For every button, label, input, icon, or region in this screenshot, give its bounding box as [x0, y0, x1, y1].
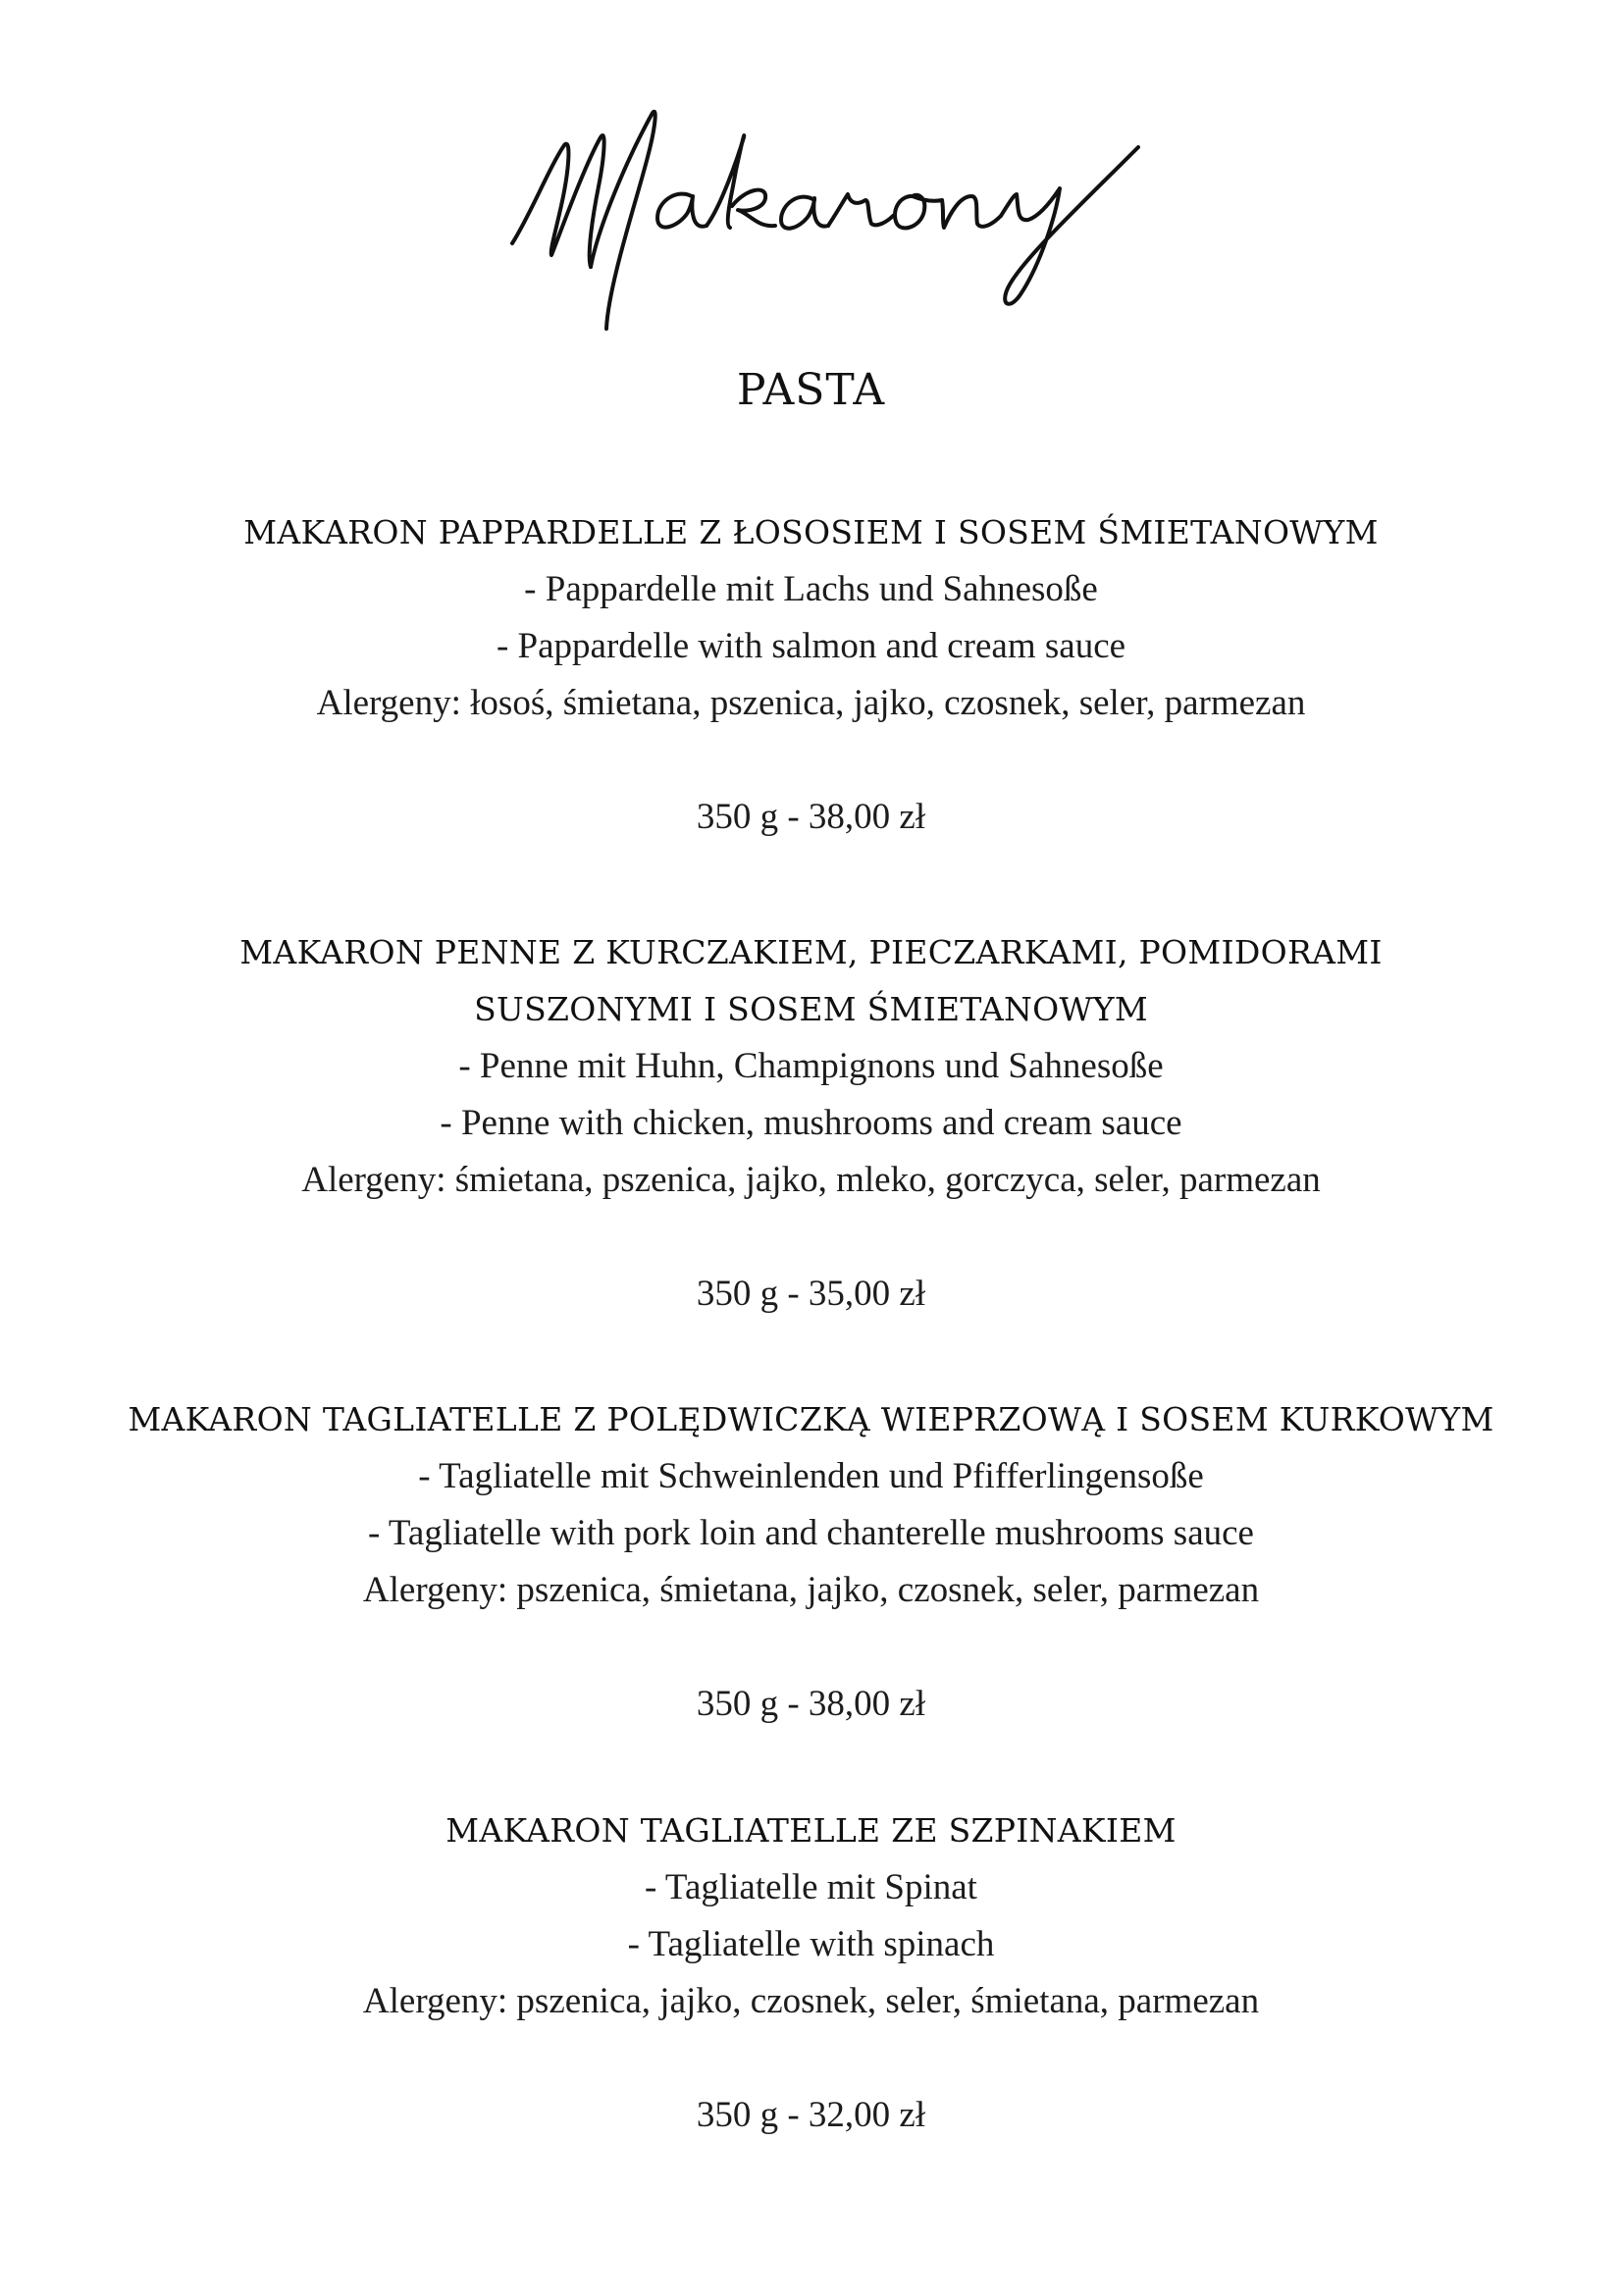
dish-price: 350 g - 35,00 zł — [696, 1274, 926, 1314]
dish-name: MAKARON PENNE Z KURCZAKIEM, PIECZARKAMI, POMIDORAMI — [239, 933, 1383, 971]
script-title-makarony — [491, 98, 1158, 363]
dish-german: - Penne mit Huhn, Champignons und Sahnesoße — [458, 1046, 1164, 1086]
dish-english: - Penne with chicken, mushrooms and cream sauce — [440, 1103, 1182, 1143]
dish-name-continued: SUSZONYMI I SOSEM ŚMIETANOWYM — [474, 990, 1148, 1028]
dish-german: - Tagliatelle mit Schweinlenden und Pfifferlingensoße — [418, 1456, 1204, 1496]
dish-english: - Tagliatelle with pork loin and chanterelle mushrooms sauce — [368, 1513, 1254, 1553]
dish-name: MAKARON PAPPARDELLE Z ŁOSOSIEM I SOSEM ŚMIETANOWYM — [243, 513, 1379, 551]
dish-allergens: Alergeny: śmietana, pszenica, jajko, mleko, gorczyca, seler, parmezan — [301, 1160, 1321, 1200]
dish-item — [0, 504, 1622, 846]
dish-item — [0, 1802, 1622, 2144]
dish-allergens: Alergeny: pszenica, śmietana, jajko, czosnek, seler, parmezan — [362, 1570, 1260, 1610]
dish-english: - Tagliatelle with spinach — [627, 1924, 995, 1964]
dish-price: 350 g - 38,00 zł — [696, 1684, 926, 1724]
dish-name: MAKARON TAGLIATELLE ZE SZPINAKIEM — [445, 1811, 1177, 1850]
dish-price: 350 g - 38,00 zł — [696, 797, 926, 837]
dish-english: - Pappardelle with salmon and cream sauce — [496, 626, 1126, 666]
dish-item — [0, 1391, 1622, 1733]
dish-name: MAKARON TAGLIATELLE Z POLĘDWICZKĄ WIEPRZOWĄ I SOSEM KURKOWYM — [128, 1400, 1494, 1438]
script-title-drawing — [491, 98, 1158, 363]
section-title: PASTA — [736, 365, 886, 415]
dish-allergens: Alergeny: łosoś, śmietana, pszenica, jajko, czosnek, seler, parmezan — [316, 683, 1306, 723]
dish-german: - Pappardelle mit Lachs und Sahnesoße — [524, 569, 1098, 609]
dish-item — [0, 924, 1622, 1323]
dish-german: - Tagliatelle mit Spinat — [645, 1867, 977, 1907]
dish-price: 350 g - 32,00 zł — [696, 2095, 926, 2135]
dish-allergens: Alergeny: pszenica, jajko, czosnek, seler, śmietana, parmezan — [362, 1981, 1260, 2021]
